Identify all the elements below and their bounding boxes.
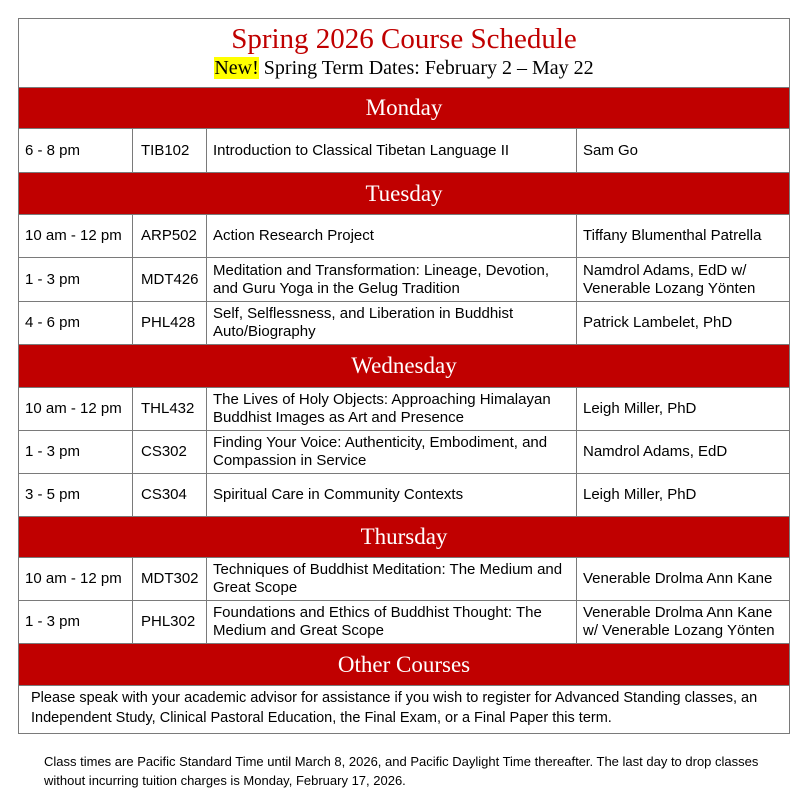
course-row: [19, 388, 789, 431]
term-dates: [19, 56, 789, 80]
course-instructor: Tiffany Blumenthal Patrella: [583, 227, 762, 244]
title-block: [19, 19, 789, 88]
course-title: Introduction to Classical Tibetan Language II: [207, 129, 577, 172]
course-instructor: Venerable Drolma Ann Kane w/ Venerable Lozang Yönten: [583, 604, 775, 639]
course-title: Foundations and Ethics of Buddhist Thought: The Medium and Great Scope: [207, 601, 577, 643]
course-row: [19, 215, 789, 258]
course-title: Self, Selflessness, and Liberation in Buddhist Auto/Biography: [207, 302, 577, 344]
course-row: [19, 601, 789, 644]
course-instructor: Leigh Miller, PhD: [583, 486, 697, 503]
other-courses-note: Please speak with your academic advisor for assistance if you wish to register for Advanced Standing classes, an Independent Study, Clinical Pastoral Education, the Final Exam, or a Final Paper this term.: [31, 690, 758, 726]
course-row: [19, 558, 789, 601]
course-row: [19, 431, 789, 474]
course-code: PHL302: [133, 601, 207, 643]
course-title: Meditation and Transformation: Lineage, Devotion, and Guru Yoga in the Gelug Tradition: [207, 258, 577, 301]
course-time: 6 - 8 pm: [19, 129, 133, 172]
course-instructor: Venerable Drolma Ann Kane: [583, 570, 773, 587]
course-instructor: Namdrol Adams, EdD: [583, 443, 728, 460]
course-code: TIB102: [133, 129, 207, 172]
course-code: CS304: [133, 474, 207, 516]
course-code: ARP502: [133, 215, 207, 257]
course-code: MDT302: [133, 558, 207, 600]
course-title: The Lives of Holy Objects: Approaching Himalayan Buddhist Images as Art and Presence: [207, 388, 577, 430]
course-row: [19, 302, 789, 345]
course-time: 1 - 3 pm: [19, 601, 133, 643]
course-title: Spiritual Care in Community Contexts: [207, 474, 577, 516]
day-header-monday: Monday: [19, 88, 789, 129]
course-title: Action Research Project: [207, 215, 577, 257]
day-header-wednesday: Wednesday: [19, 345, 789, 388]
day-header-tuesday: Tuesday: [19, 173, 789, 215]
new-badge: New!: [214, 57, 259, 79]
course-title: Techniques of Buddhist Meditation: The Medium and Great Scope: [207, 558, 577, 600]
term-dates-text: Spring Term Dates: February 2 – May 22: [258, 57, 594, 79]
course-code: PHL428: [133, 302, 207, 344]
course-time: 1 - 3 pm: [19, 258, 133, 301]
course-instructor: Namdrol Adams, EdD w/ Venerable Lozang Yönten: [583, 261, 756, 297]
course-code: THL432: [133, 388, 207, 430]
page-title: Spring 2026 Course Schedule: [231, 23, 577, 55]
schedule-table: [18, 18, 790, 734]
course-instructor: Sam Go: [583, 141, 639, 159]
course-time: 4 - 6 pm: [19, 302, 133, 344]
footer-note: Class times are Pacific Standard Time until March 8, 2026, and Pacific Daylight Time thereafter. The last day to drop classes without incurring tuition charges is Monday, February 17, 2026.: [44, 754, 759, 788]
course-row: [19, 129, 789, 173]
other-courses-header: Other Courses: [19, 644, 789, 686]
course-time: 10 am - 12 pm: [19, 558, 133, 600]
course-code: CS302: [133, 431, 207, 473]
course-time: 1 - 3 pm: [19, 431, 133, 473]
course-title: Finding Your Voice: Authenticity, Embodiment, and Compassion in Service: [207, 431, 577, 473]
day-header-thursday: Thursday: [19, 517, 789, 558]
course-row: [19, 474, 789, 517]
course-time: 10 am - 12 pm: [19, 388, 133, 430]
course-row: [19, 258, 789, 302]
course-time: 10 am - 12 pm: [19, 215, 133, 257]
course-code: MDT426: [133, 258, 207, 301]
course-instructor: Patrick Lambelet, PhD: [583, 314, 733, 331]
course-instructor: Leigh Miller, PhD: [583, 400, 697, 417]
course-time: 3 - 5 pm: [19, 474, 133, 516]
